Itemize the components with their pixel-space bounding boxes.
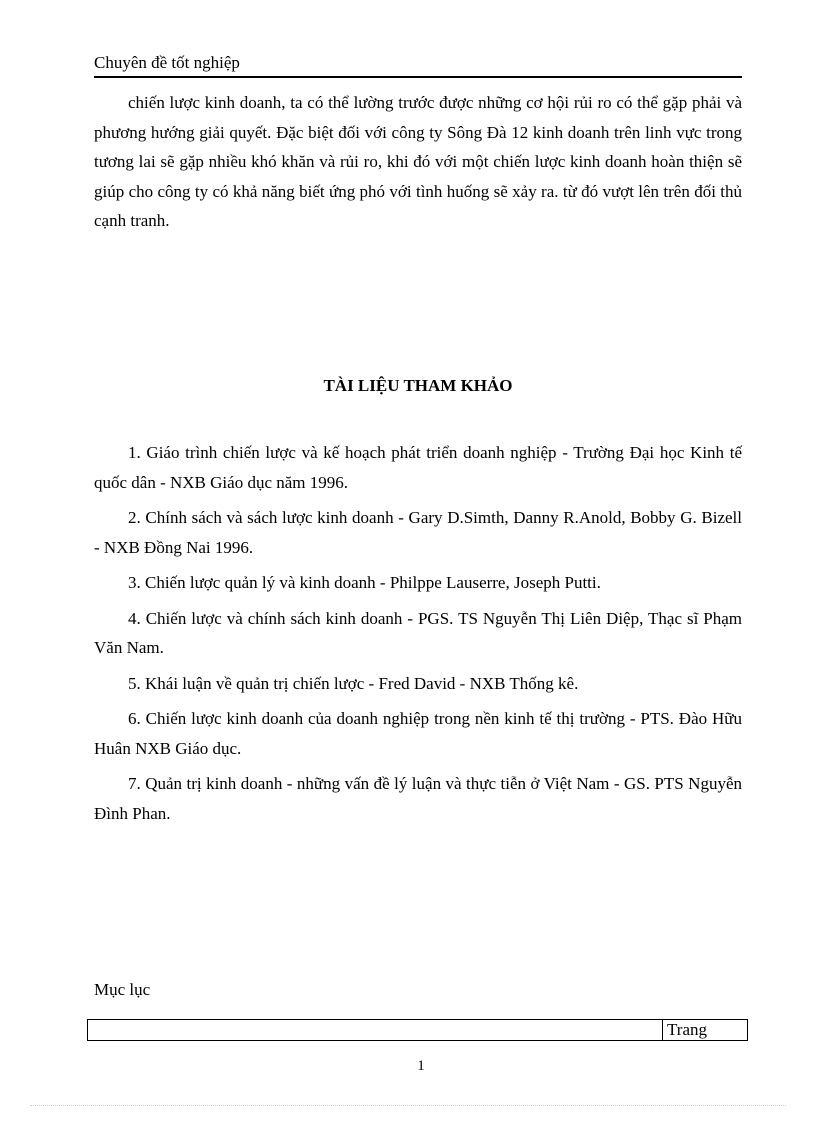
reference-item: 6. Chiến lược kinh doanh của doanh nghiệp trong nền kinh tế thị trường - PTS. Đào Hữu Huân NXB Giáo dục. bbox=[94, 709, 742, 758]
references-heading: TÀI LIỆU THAM KHẢO bbox=[323, 376, 513, 395]
page-bottom-rule bbox=[30, 1105, 786, 1106]
toc-label: Mục lục bbox=[94, 980, 151, 999]
toc-header-row bbox=[88, 1020, 748, 1041]
reference-item: 2. Chính sách và sách lược kinh doanh - Gary D.Simth, Danny R.Anold, Bobby G. Bizell - NXB Đồng Nai 1996. bbox=[94, 508, 742, 557]
reference-item: 1. Giáo trình chiến lược và kế hoạch phát triển doanh nghiệp - Trường Đại học Kinh tế quốc dân - NXB Giáo dục năm 1996. bbox=[94, 443, 742, 492]
toc-table bbox=[87, 1019, 748, 1041]
reference-item: 4. Chiến lược và chính sách kinh doanh - PGS. TS Nguyễn Thị Liên Diệp, Thạc sĩ Phạm Văn Nam. bbox=[94, 608, 742, 657]
page-header-title: Chuyên đề tốt nghiệp bbox=[94, 52, 742, 78]
intro-paragraph: chiến lược kinh doanh, ta có thể lường trước được những cơ hội rủi ro có thể gặp phải và phương hướng giải quyết. Đặc biệt đối với công ty Sông Đà 12 kinh doanh trên linh vực trong tương lai sẽ gặp nhiều khó khăn và rủi ro, khi đó với một chiến lược kinh doanh hoàn thiện sẽ giúp cho công ty có khả năng biết ứng phó với tình huống sẽ xảy ra. từ đó vượt lên trên đối thủ cạnh tranh. bbox=[94, 93, 742, 230]
toc-header-page-cell: Trang bbox=[663, 1020, 748, 1041]
reference-item: 5. Khái luận về quản trị chiến lược - Fred David - NXB Thống kê. bbox=[128, 673, 579, 693]
reference-item: 7. Quản trị kinh doanh - những vấn đề lý luận và thực tiễn ở Việt Nam - GS. PTS Nguyễn Đình Phan. bbox=[94, 774, 742, 823]
page-number: 1 bbox=[417, 1058, 425, 1074]
toc-header-blank-cell bbox=[88, 1020, 663, 1041]
references-list bbox=[94, 438, 742, 834]
reference-item: 3. Chiến lược quản lý và kinh doanh - Philppe Lauserre, Joseph Putti. bbox=[128, 573, 601, 592]
